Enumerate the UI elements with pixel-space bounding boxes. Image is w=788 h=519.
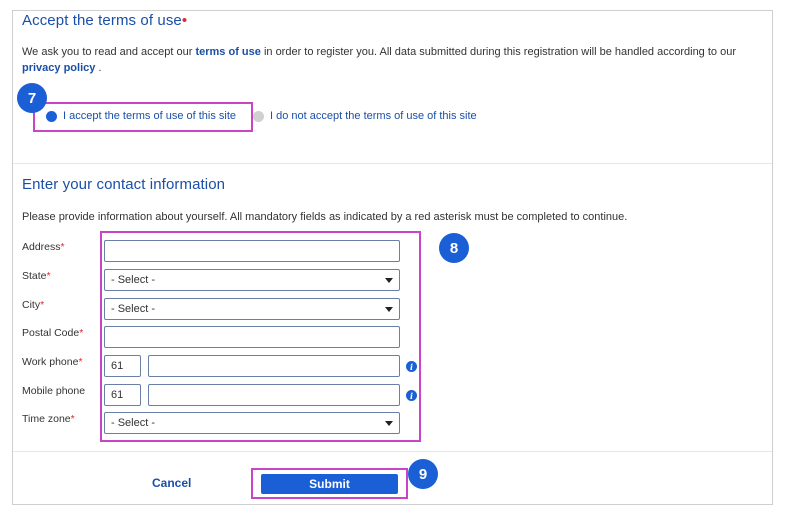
state-select[interactable]: - Select - [104,269,400,291]
terms-section [13,11,772,162]
state-label: State* [22,270,51,282]
address-label: Address* [22,241,65,253]
accept-terms-radio[interactable] [46,110,236,122]
step-badge-7: 7 [17,83,47,113]
chevron-down-icon [385,421,393,426]
terms-intro: We ask you to read and accept our terms of use in order to register you. All data submitted during this registration will be handled according to our privacy policy . [22,46,736,74]
contact-intro: Please provide information about yourself. All mandatory fields as indicated by a red asterisk must be completed to continue. [22,211,628,223]
time-zone-label: Time zone* [22,413,75,425]
contact-section [13,163,772,451]
actions-section [13,451,772,504]
info-icon[interactable]: i [406,390,417,401]
work-phone-label: Work phone* [22,356,83,368]
terms-of-use-link[interactable]: terms of use [195,46,261,58]
radio-selected-icon [46,111,57,122]
work-phone-code-input[interactable]: 61 [104,355,141,377]
terms-heading: Accept the terms of use• [22,12,188,29]
decline-terms-label: I do not accept the terms of use of this site [270,110,477,122]
info-icon[interactable]: i [406,361,417,372]
city-select[interactable]: - Select - [104,298,400,320]
address-input[interactable] [104,240,400,262]
submit-button[interactable]: Submit [261,474,398,494]
step-badge-9: 9 [408,459,438,489]
privacy-policy-link[interactable]: privacy policy [22,62,96,74]
work-phone-input[interactable] [148,355,400,377]
time-zone-select[interactable]: - Select - [104,412,400,434]
chevron-down-icon [385,307,393,312]
chevron-down-icon [385,278,393,283]
postal-code-input[interactable] [104,326,400,348]
postal-code-label: Postal Code* [22,327,84,339]
accept-terms-label: I accept the terms of use of this site [63,110,237,122]
contact-heading: Enter your contact information [22,176,226,193]
radio-unselected-icon [253,111,264,122]
required-mark: • [181,12,188,29]
decline-terms-radio[interactable] [253,110,477,122]
city-label: City* [22,299,45,311]
mobile-phone-code-input[interactable]: 61 [104,384,141,406]
registration-panel [12,10,773,505]
mobile-phone-label: Mobile phone [22,385,86,397]
cancel-button[interactable]: Cancel [152,476,192,490]
step-badge-8: 8 [439,233,469,263]
mobile-phone-input[interactable] [148,384,400,406]
